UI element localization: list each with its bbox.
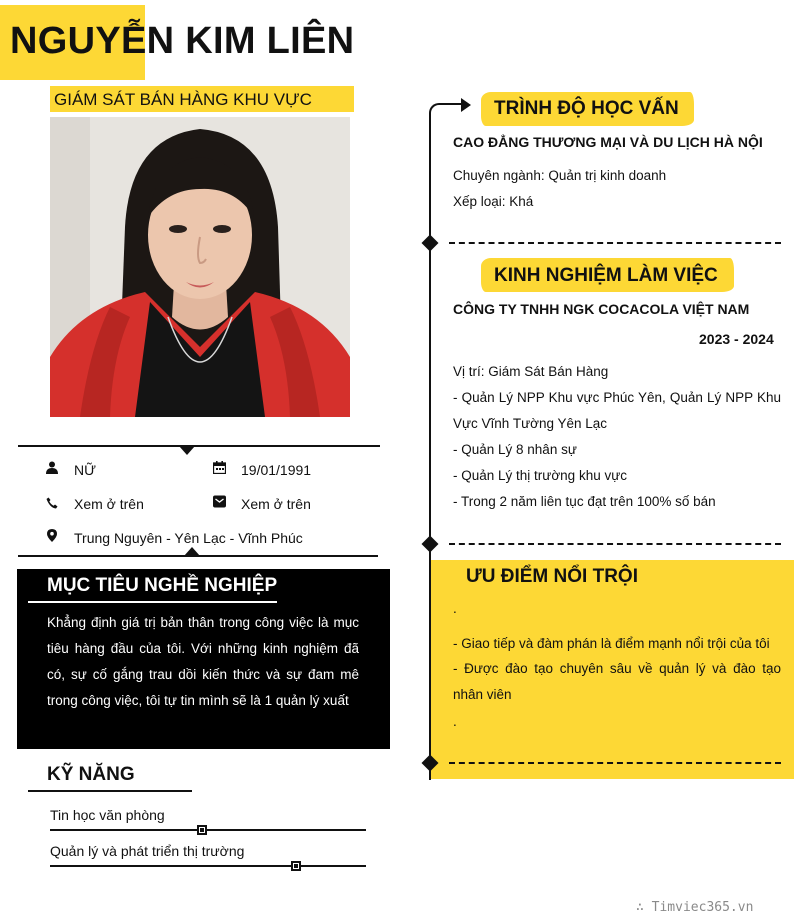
objective-title: MỤC TIÊU NGHỀ NGHIỆP bbox=[47, 575, 278, 596]
education-grade: Xếp loại: Khá bbox=[453, 194, 534, 209]
address-value: Trung Nguyên - Yên Lạc - Vĩnh Phúc bbox=[74, 530, 303, 546]
skills-title-underline bbox=[28, 790, 192, 792]
section-divider bbox=[449, 762, 781, 764]
user-icon bbox=[46, 461, 60, 475]
skill-track bbox=[50, 829, 366, 831]
phone-value: Xem ở trên bbox=[74, 496, 144, 512]
section-divider bbox=[449, 242, 781, 244]
strengths-item: - Giao tiếp và đàm phán là điểm mạnh nổi trội của tôi bbox=[453, 636, 770, 651]
envelope-icon bbox=[213, 495, 227, 509]
calendar-icon bbox=[213, 461, 227, 475]
strengths-bullet: . bbox=[453, 714, 457, 729]
birthday-value: 19/01/1991 bbox=[241, 462, 312, 478]
job-title: GIÁM SÁT BÁN HÀNG KHU VỰC bbox=[54, 90, 312, 109]
info-bottom-line bbox=[18, 555, 378, 557]
arrow-right-icon bbox=[461, 98, 471, 112]
timeline-arrow-curve bbox=[429, 103, 463, 123]
email-value: Xem ở trên bbox=[241, 496, 311, 512]
timeline-node bbox=[422, 536, 439, 553]
objective-text: Khẳng định giá trị bản thân trong công việc là mục tiêu hàng đầu của tôi. Với những kinh nghiệm đã có, sự cố gắng trau dồi kiến thức và sự đam mê trong công việc, tôi tự tin mình sẽ là 1 quản lý xuất bbox=[47, 615, 359, 708]
map-marker-icon bbox=[47, 529, 61, 543]
experience-company: CÔNG TY TNHH NGK COCACOLA VIỆT NAM bbox=[453, 301, 750, 317]
strengths-bullet: . bbox=[453, 601, 457, 616]
experience-duty: - Trong 2 năm liên tục đạt trên 100% số bán bbox=[453, 494, 716, 509]
experience-position: Vị trí: Giám Sát Bán Hàng bbox=[453, 364, 609, 379]
education-major: Chuyên ngành: Quản trị kinh doanh bbox=[453, 168, 667, 183]
skill-label: Quản lý và phát triển thị trường bbox=[50, 843, 245, 859]
profile-photo bbox=[50, 117, 350, 417]
education-school: CAO ĐẲNG THƯƠNG MẠI VÀ DU LỊCH HÀ NỘI bbox=[453, 134, 763, 150]
strengths-item: - Được đào tạo chuyên sâu về quản lý và đào tạo nhân viên bbox=[453, 661, 781, 702]
experience-duty: - Quản Lý NPP Khu vực Phúc Yên, Quản Lý NPP Khu Vực Vĩnh Tường Yên Lạc bbox=[453, 390, 781, 431]
skills-title: KỸ NĂNG bbox=[47, 764, 135, 785]
info-top-line bbox=[18, 445, 380, 447]
skill-level-knob bbox=[197, 825, 207, 835]
education-title: TRÌNH ĐỘ HỌC VẤN bbox=[494, 98, 679, 119]
timeline-node bbox=[422, 235, 439, 252]
experience-title: KINH NGHIỆM LÀM VIỆC bbox=[494, 265, 718, 286]
gender-value: NỮ bbox=[74, 462, 97, 478]
experience-duty: - Quản Lý thị trường khu vực bbox=[453, 468, 627, 483]
phone-icon bbox=[46, 496, 60, 510]
experience-period: 2023 - 2024 bbox=[699, 331, 774, 347]
info-top-pointer bbox=[179, 446, 195, 455]
portrait-illustration bbox=[50, 117, 350, 417]
skill-label: Tin học văn phòng bbox=[50, 807, 165, 823]
section-divider bbox=[449, 543, 781, 545]
objective-title-underline bbox=[28, 601, 277, 603]
skill-track bbox=[50, 865, 366, 867]
candidate-name: NGUYỄN KIM LIÊN bbox=[10, 20, 355, 62]
strengths-title: ƯU ĐIỂM NỔI TRỘI bbox=[466, 566, 638, 587]
skill-level-knob bbox=[291, 861, 301, 871]
watermark: ∴ Timviec365.vn bbox=[636, 900, 754, 915]
experience-duty: - Quản Lý 8 nhân sự bbox=[453, 442, 577, 457]
